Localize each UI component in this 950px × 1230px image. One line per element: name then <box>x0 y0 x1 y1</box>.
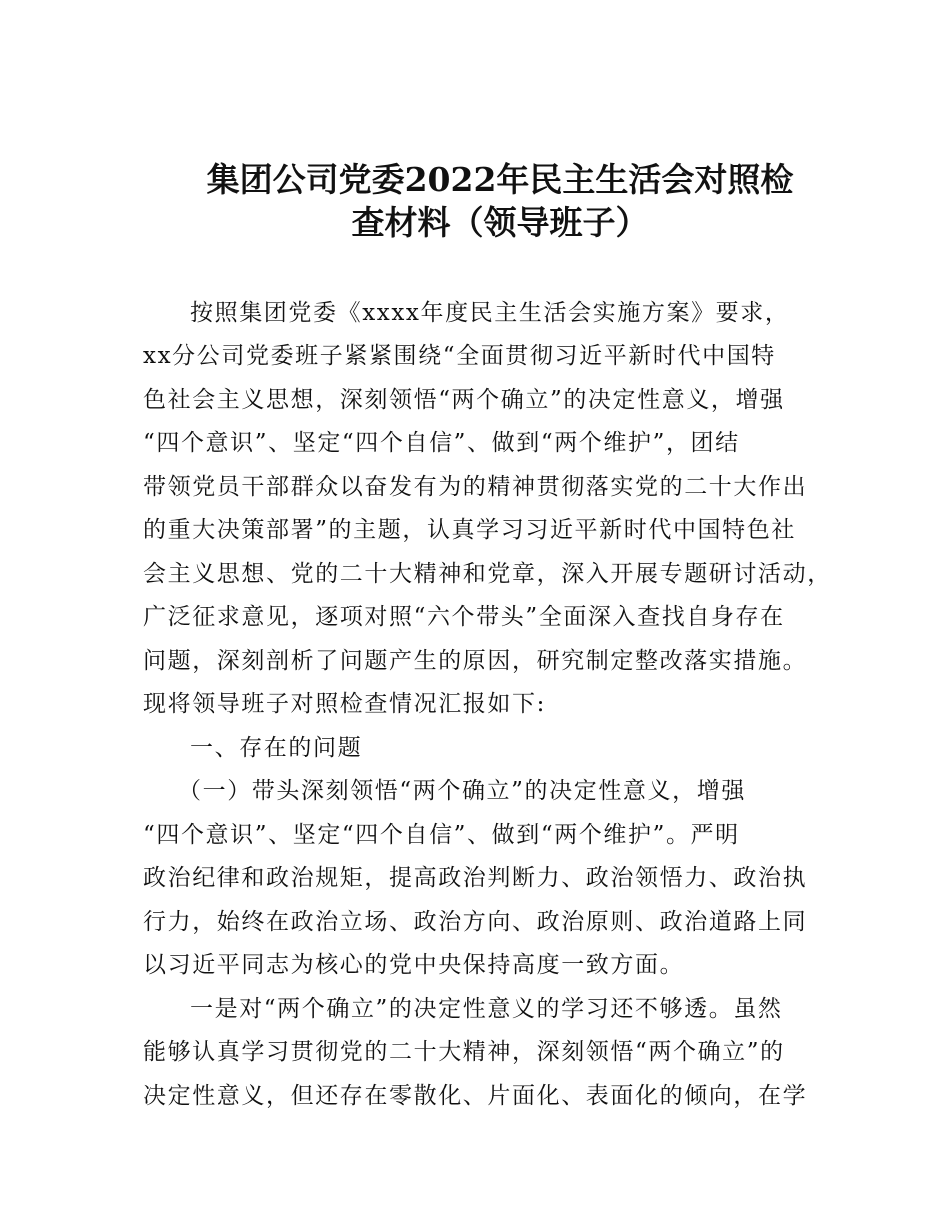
paragraph-line: 政治纪律和政治规矩，提高政治判断力、政治领悟力、政治执 <box>143 865 808 891</box>
paragraph-line: 能够认真学习贯彻党的二十大精神，深刻领悟“两个确立”的 <box>143 1039 785 1065</box>
paragraph-line: 的重大决策部署”的主题，认真学习习近平新时代中国特色社 <box>143 517 796 543</box>
paragraph-line: 色社会主义思想，深刻领悟“两个确立”的决定性意义，增强 <box>143 387 785 413</box>
document-title-line-1: 集团公司党委2022年民主生活会对照检 <box>206 160 794 199</box>
paragraph-line: “四个意识”、坚定“四个自信”、做到“两个维护”。严明 <box>143 822 740 848</box>
paragraph-line: 现将领导班子对照检查情况汇报如下: <box>143 691 546 717</box>
paragraph-line: “四个意识”、坚定“四个自信”、做到“两个维护”，团结 <box>143 430 740 456</box>
paragraph-line: 一是对“两个确立”的决定性意义的学习还不够透。虽然 <box>190 996 783 1022</box>
paragraph-line: 决定性意义，但还存在零散化、片面化、表面化的倾向，在学 <box>143 1083 808 1109</box>
paragraph-line: xx分公司党委班子紧紧围绕“全面贯彻习近平新时代中国特 <box>143 343 776 369</box>
paragraph-line: 问题，深刻剖析了问题产生的原因，研究制定整改落实措施。 <box>143 648 808 674</box>
paragraph-line: 会主义思想、党的二十大精神和党章，深入开展专题研讨活动， <box>143 561 832 587</box>
paragraph-line: 以习近平同志为核心的党中央保持高度一致方面。 <box>143 952 685 978</box>
section-heading: 一、存在的问题 <box>190 735 363 761</box>
document-title-line-2: 查材料（领导班子） <box>351 203 649 242</box>
paragraph-line: 行力，始终在政治立场、政治方向、政治原则、政治道路上同 <box>143 909 808 935</box>
paragraph-line: 带领党员干部群众以奋发有为的精神贯彻落实党的二十大作出 <box>143 474 808 500</box>
paragraph-line: 按照集团党委《xxxx年度民主生活会实施方案》要求， <box>190 300 790 326</box>
subsection-heading-line: （一）带头深刻领悟“两个确立”的决定性意义，增强 <box>178 778 746 804</box>
paragraph-line: 广泛征求意见，逐项对照“六个带头”全面深入查找自身存在 <box>143 604 785 630</box>
